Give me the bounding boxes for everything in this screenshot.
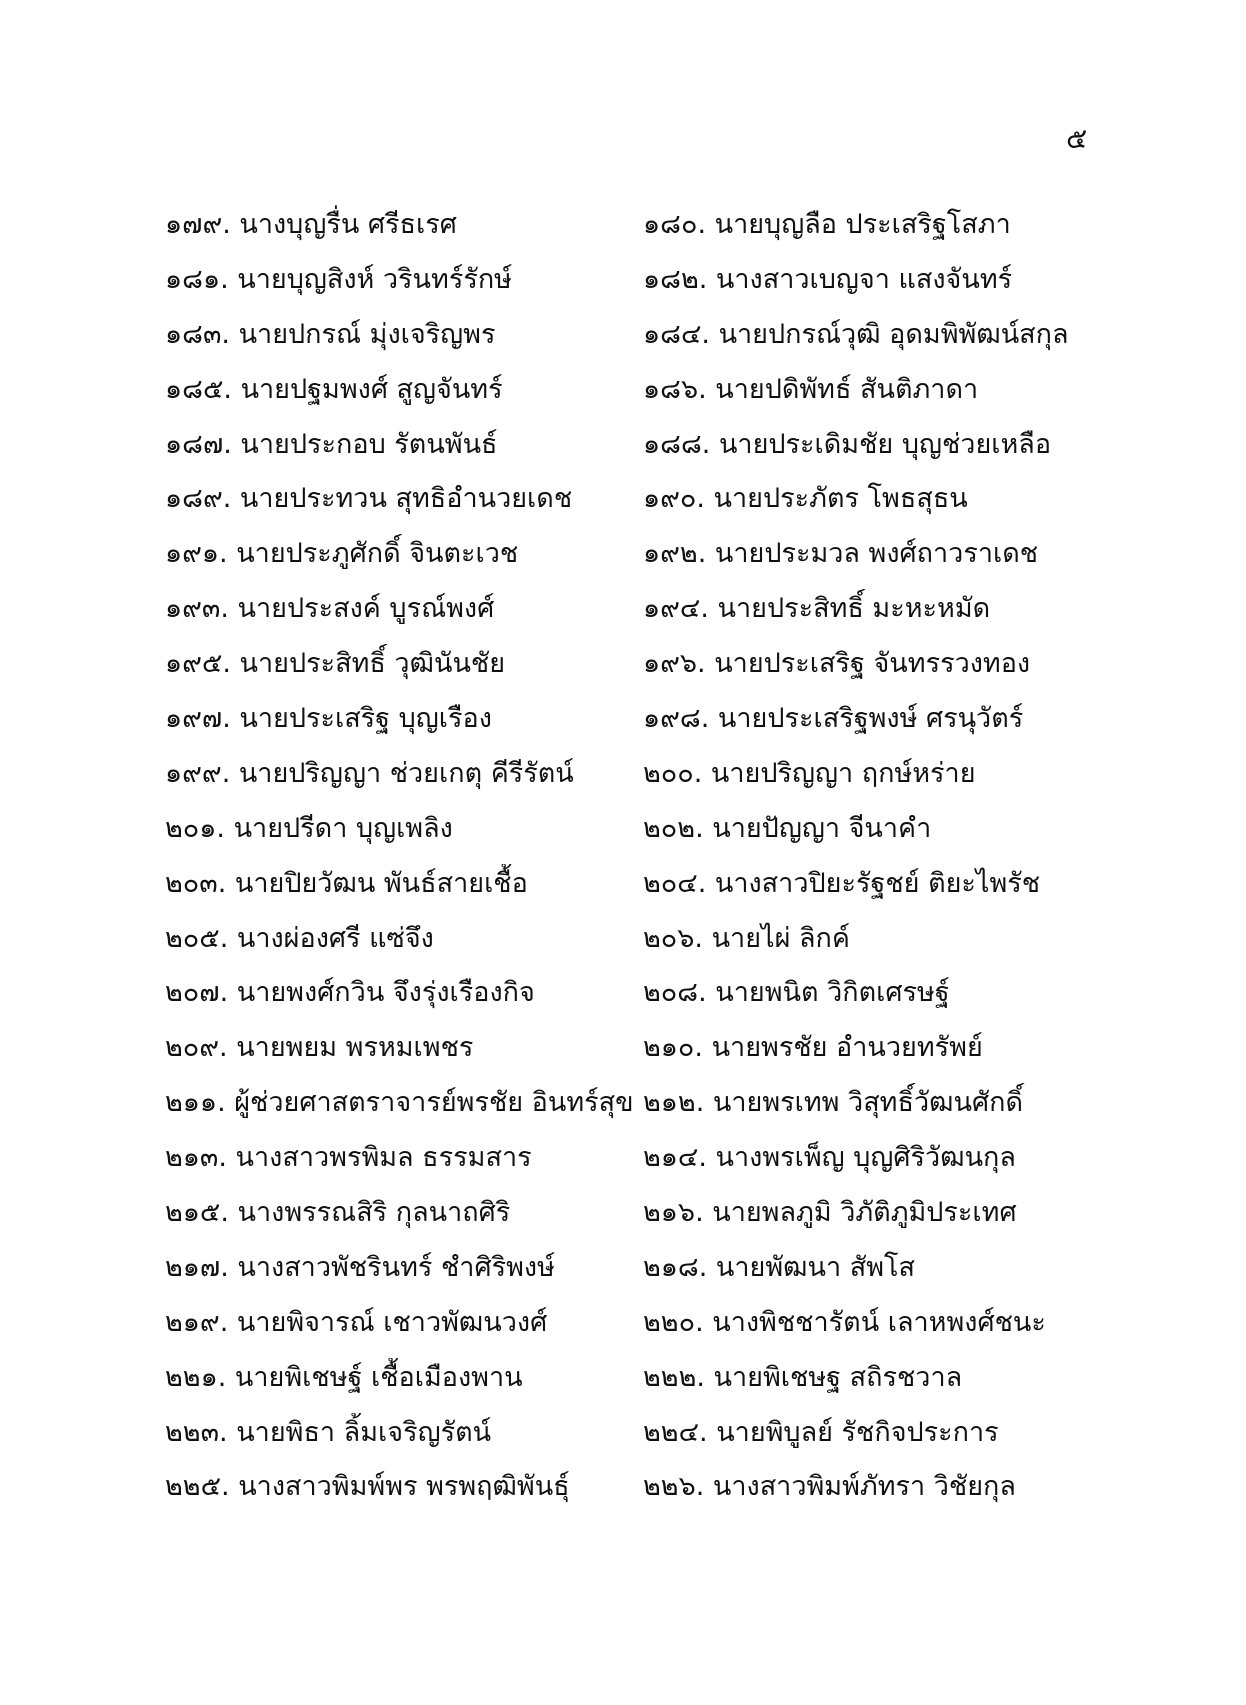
name-list [165, 205, 1165, 1522]
name-entry: ๒๐๐. นายปริญญา ฤกษ์หร่าย [643, 757, 976, 789]
name-entry: ๑๙๒. นายประมวล พงศ์ถาวราเดช [643, 538, 1039, 570]
name-entry: ๒๑๒. นายพรเทพ วิสุทธิ์วัฒนศักดิ์ [643, 1087, 1023, 1119]
name-entry: ๒๑๔. นางพรเพ็ญ บุญศิริวัฒนกุล [643, 1142, 1016, 1174]
name-entry: ๒๑๖. นายพลภูมิ วิภัติภูมิประเทศ [643, 1197, 1017, 1229]
name-entry: ๑๘๔. นายปกรณ์วุฒิ อุดมพิพัฒน์สกุล [643, 318, 1069, 350]
name-entry: ๑๘๐. นายบุญลือ ประเสริฐโสภา [643, 209, 1011, 240]
name-entry: ๑๙๕. นายประสิทธิ์ วุฒินันชัย [165, 648, 506, 680]
name-entry: ๒๐๒. นายปัญญา จีนาคำ [643, 812, 932, 844]
name-entry: ๑๘๘. นายประเดิมชัย บุญช่วยเหลือ [643, 428, 1052, 460]
name-entry: ๑๙๖. นายประเสริฐ จันทรรวงทอง [643, 648, 1031, 680]
name-entry: ๑๙๔. นายประสิทธิ์ มะหะหมัด [643, 593, 991, 625]
name-entry: ๑๘๓. นายปกรณ์ มุ่งเจริญพร [165, 318, 496, 350]
name-entry: ๒๐๗. นายพงศ์กวิน จึงรุ่งเรืองกิจ [165, 977, 535, 1009]
name-entry: ๑๙๙. นายปริญญา ช่วยเกตุ คีรีรัตน์ [165, 757, 574, 789]
page-number: ๕ [1066, 122, 1088, 155]
name-entry: ๒๑๑. ผู้ช่วยศาสตราจารย์พรชัย อินทร์สุข [165, 1087, 634, 1119]
name-entry: ๒๑๙. นายพิจารณ์ เชาวพัฒนวงศ์ [165, 1306, 548, 1338]
name-entry: ๒๐๖. นายไผ่ ลิกค์ [643, 922, 850, 954]
name-entry: ๑๘๗. นายประกอบ รัตนพันธ์ [165, 428, 498, 460]
name-entry: ๒๑๐. นายพรชัย อำนวยทรัพย์ [643, 1032, 983, 1064]
name-entry: ๒๒๐. นางพิชชารัตน์ เลาหพงศ์ชนะ [643, 1306, 1046, 1338]
name-entry: ๒๐๙. นายพยม พรหมเพชร [165, 1032, 474, 1064]
name-entry: ๒๐๘. นายพนิต วิกิตเศรษฐ์ [643, 977, 950, 1009]
name-entry: ๑๙๘. นายประเสริฐพงษ์ ศรนุวัตร์ [643, 703, 1024, 735]
name-entry: ๒๐๕. นางผ่องศรี แซ่จึง [165, 922, 434, 954]
name-entry: ๑๗๙. นางบุญรื่น ศรีธเรศ [165, 209, 457, 240]
name-entry: ๒๐๓. นายปิยวัฒน พันธ์สายเชื้อ [165, 867, 528, 899]
name-entry: ๑๙๑. นายประภูศักดิ์ จินตะเวช [165, 538, 519, 570]
name-entry: ๒๒๕. นางสาวพิมพ์พร พรพฤฒิพันธุ์ [165, 1471, 570, 1503]
name-entry: ๒๒๔. นายพิบูลย์ รัชกิจประการ [643, 1416, 999, 1448]
name-entry: ๒๒๖. นางสาวพิมพ์ภัทรา วิชัยกุล [643, 1471, 1016, 1503]
name-entry: ๑๙๓. นายประสงค์ บูรณ์พงศ์ [165, 593, 495, 625]
name-entry: ๑๘๒. นางสาวเบญจา แสงจันทร์ [643, 263, 1013, 295]
name-entry: ๒๒๓. นายพิธา ลิ้มเจริญรัตน์ [165, 1416, 492, 1448]
name-entry: ๑๘๕. นายปฐมพงศ์ สูญจันทร์ [165, 373, 503, 405]
name-entry: ๒๐๔. นางสาวปิยะรัฐชย์ ติยะไพรัช [643, 867, 1041, 899]
name-entry: ๑๙๗. นายประเสริฐ บุญเรือง [165, 703, 492, 735]
name-entry: ๑๙๐. นายประภัตร โพธสุธน [643, 483, 968, 515]
name-entry: ๑๘๑. นายบุญสิงห์ วรินทร์รักษ์ [165, 263, 512, 295]
name-entry: ๒๑๘. นายพัฒนา สัพโส [643, 1251, 916, 1283]
name-entry: ๒๑๕. นางพรรณสิริ กุลนาถศิริ [165, 1197, 511, 1229]
name-entry: ๒๒๑. นายพิเชษฐ์ เชื้อเมืองพาน [165, 1361, 523, 1393]
name-entry: ๑๘๖. นายปดิพัทธ์ สันติภาดา [643, 373, 979, 405]
name-entry: ๒๒๒. นายพิเชษฐ สถิรชวาล [643, 1361, 963, 1393]
name-entry: ๒๑๗. นางสาวพัชรินทร์ ชำศิริพงษ์ [165, 1251, 555, 1283]
name-entry: ๑๘๙. นายประทวน สุทธิอำนวยเดช [165, 483, 573, 515]
name-entry: ๒๐๑. นายปรีดา บุญเพลิง [165, 812, 453, 844]
name-entry: ๒๑๓. นางสาวพรพิมล ธรรมสาร [165, 1142, 532, 1174]
